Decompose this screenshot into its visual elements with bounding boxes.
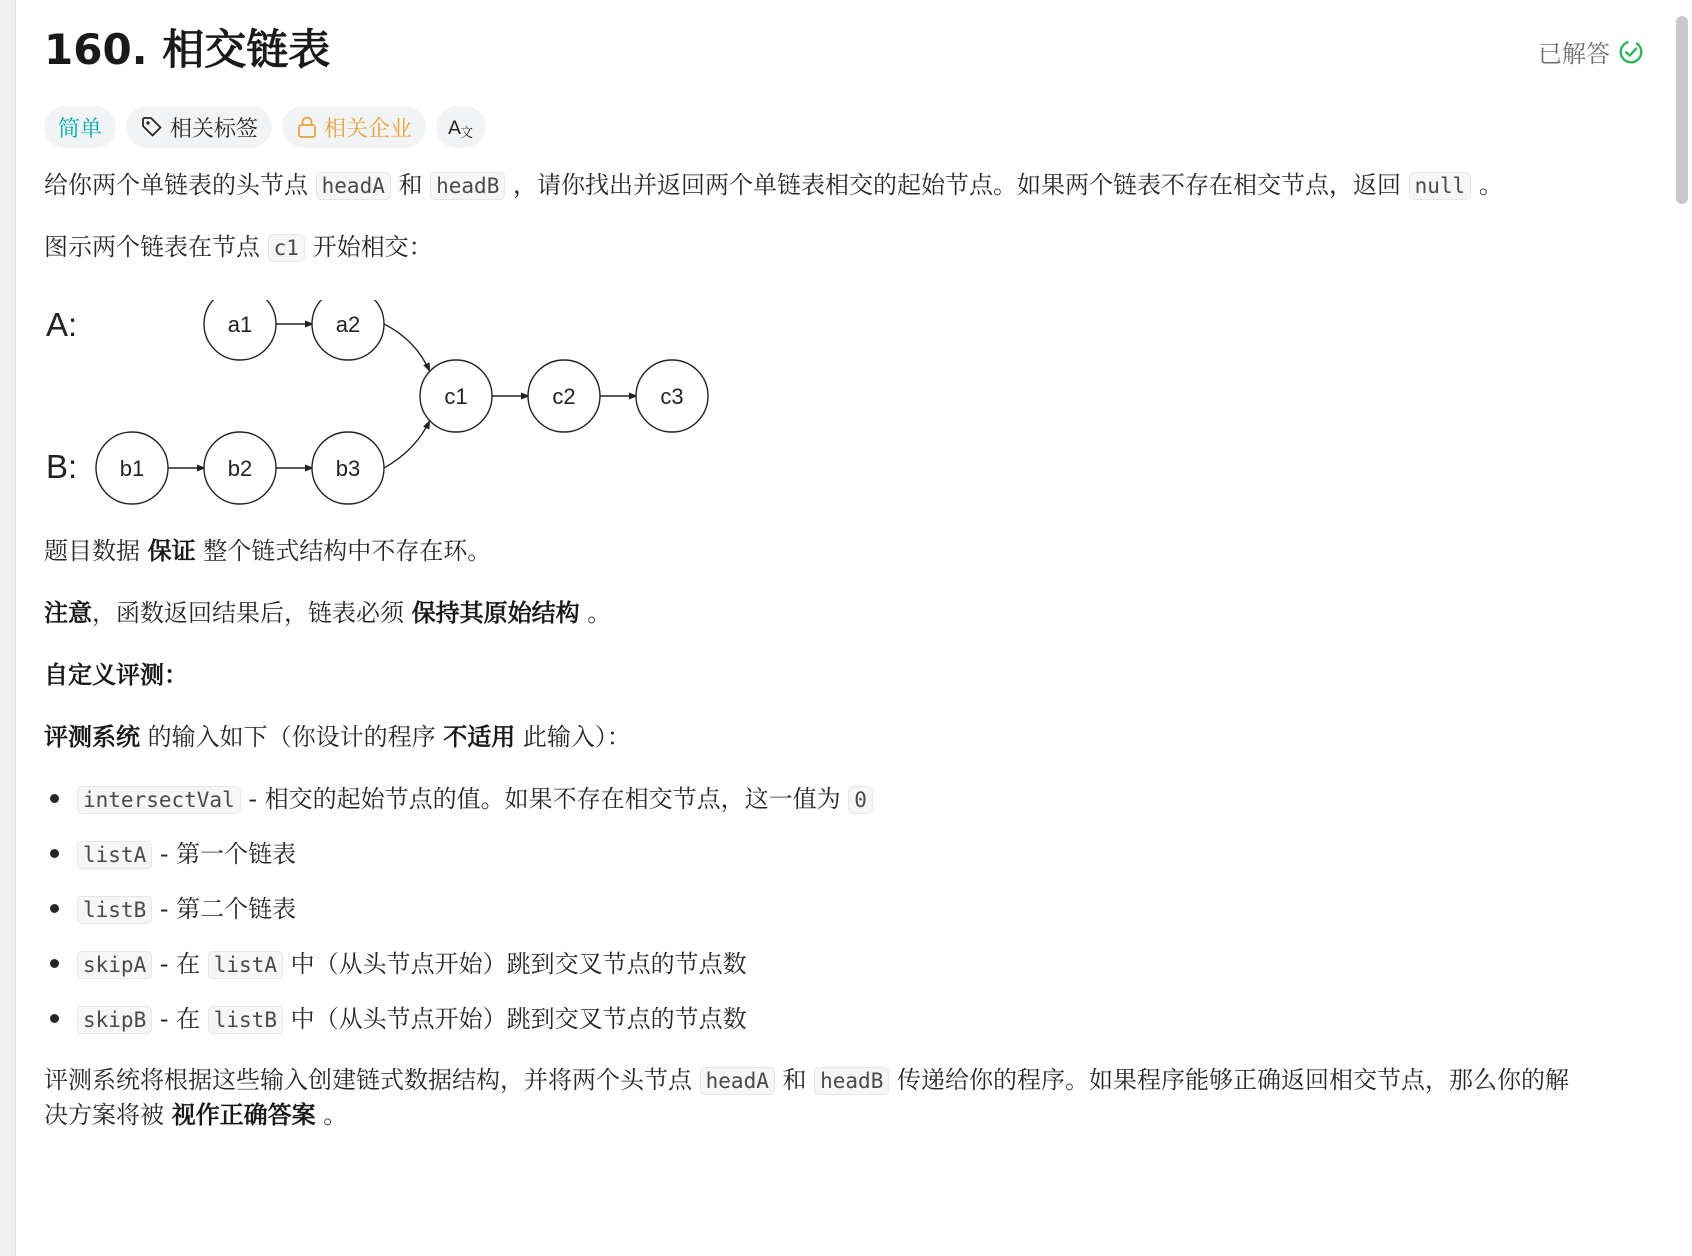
svg-text:文: 文	[460, 126, 474, 139]
list-item	[44, 837, 296, 872]
related-companies-button[interactable]	[282, 106, 426, 148]
tag-bar	[44, 106, 486, 148]
bold-text: 不适用	[443, 723, 516, 751]
text: - 第二个链表	[152, 895, 297, 923]
node-c3	[636, 360, 708, 432]
node-a2	[312, 300, 384, 360]
bullet-dot	[50, 1014, 59, 1023]
scrollbar-thumb[interactable]	[1676, 16, 1688, 204]
translate-button[interactable]	[436, 106, 486, 148]
node-label: a2	[335, 312, 361, 337]
bold-text: 视作正确答案	[171, 1101, 316, 1129]
paragraph-intro	[44, 168, 1503, 203]
text: 传递给你的程序。如果程序能够正确返回相交节点，那么你的解	[889, 1066, 1569, 1094]
title-row	[44, 22, 1644, 82]
text: 图示两个链表在节点	[44, 233, 268, 261]
bold-text: 保证	[147, 537, 196, 565]
list-item	[44, 782, 873, 817]
node-label: b2	[227, 456, 253, 481]
heading-custom-judge	[44, 658, 188, 692]
inline-code: 0	[848, 786, 873, 814]
inline-code: c1	[268, 234, 305, 262]
node-label: b1	[119, 456, 145, 481]
text: 评测系统将根据这些输入创建链式数据结构，并将两个头节点	[44, 1066, 700, 1094]
bold-text: 保持其原始结构	[411, 599, 580, 627]
text: 决方案将被	[44, 1101, 172, 1129]
scrollbar-track[interactable]	[1672, 0, 1692, 1256]
node-c1	[420, 360, 492, 432]
inline-code: skipA	[77, 951, 152, 979]
inline-code: listB	[77, 896, 152, 924]
lock-icon	[296, 115, 318, 139]
list-b-label: B:	[46, 448, 78, 485]
node-b3	[312, 432, 384, 504]
related-tags-label: 相关标签	[170, 116, 259, 142]
text: - 相交的起始节点的值。如果不存在相交节点，这一值为	[240, 785, 849, 813]
node-label: b3	[335, 456, 361, 481]
list-a-label: A:	[46, 306, 78, 343]
text: 中（从头节点开始）跳到交叉节点的节点数	[282, 950, 747, 978]
text: 给你两个单链表的头节点	[44, 171, 316, 199]
text: 题目数据	[44, 537, 148, 565]
list-item	[44, 947, 747, 982]
node-b1	[96, 432, 168, 504]
text: 整个链式结构中不存在环。	[195, 537, 492, 565]
bullet-dot	[50, 849, 59, 858]
paragraph-judge-input	[44, 720, 631, 754]
bullet-dot	[50, 904, 59, 913]
bold-text: 评测系统	[44, 723, 140, 751]
translate-icon	[448, 115, 474, 139]
node-label: a1	[227, 312, 253, 337]
paragraph-note	[44, 596, 611, 630]
inline-code: intersectVal	[77, 786, 241, 814]
linked-list-diagram	[44, 300, 764, 540]
inline-code: listB	[208, 1006, 283, 1034]
edge-a2-c1	[384, 324, 430, 372]
list-item	[44, 892, 296, 927]
text: ，函数返回结果后，链表必须	[92, 599, 412, 627]
text: 开始相交：	[304, 233, 433, 261]
paragraph-judge-result-line2	[44, 1098, 347, 1132]
text: 和	[390, 171, 431, 199]
edge-b3-c1	[384, 420, 430, 468]
svg-text:A: A	[448, 117, 462, 139]
inline-code: listA	[208, 951, 283, 979]
node-a1	[204, 300, 276, 360]
related-companies-label: 相关企业	[324, 116, 413, 142]
difficulty-tag[interactable]	[44, 106, 116, 148]
node-c2	[528, 360, 600, 432]
text: 中（从头节点开始）跳到交叉节点的节点数	[282, 1005, 747, 1033]
text: 。	[315, 1101, 348, 1129]
paragraph-diagram-caption	[44, 230, 433, 265]
text: 和	[774, 1066, 815, 1094]
difficulty-label: 简单	[58, 116, 103, 142]
solved-label: 已解答	[1538, 40, 1610, 68]
text: - 在	[152, 1005, 208, 1033]
node-b2	[204, 432, 276, 504]
bold-text: 注意	[44, 599, 92, 627]
node-label: c3	[660, 384, 684, 409]
text: ，请你找出并返回两个单链表相交的起始节点。如果两个链表不存在相交节点，返回	[505, 171, 1409, 199]
inline-code: headA	[700, 1067, 775, 1095]
paragraph-judge-result-line1	[44, 1063, 1569, 1098]
inline-code: headA	[316, 172, 391, 200]
text: - 第一个链表	[152, 840, 297, 868]
text: 。	[1471, 171, 1503, 199]
text: 。	[579, 599, 612, 627]
related-tags-button[interactable]	[126, 106, 272, 148]
paragraph-no-cycle	[44, 534, 491, 568]
left-panel-edge	[0, 0, 16, 1256]
tag-icon	[140, 115, 164, 139]
text: 的输入如下（你设计的程序	[140, 723, 444, 751]
inline-code: headB	[430, 172, 505, 200]
inline-code: listA	[77, 841, 152, 869]
bullet-dot	[50, 959, 59, 968]
node-label: c1	[444, 384, 468, 409]
inline-code: null	[1409, 172, 1472, 200]
inline-code: skipB	[77, 1006, 152, 1034]
solved-status	[1538, 34, 1644, 69]
inline-code: headB	[814, 1067, 889, 1095]
check-circle-icon	[1618, 39, 1644, 65]
bullet-dot	[50, 794, 59, 803]
node-label: c2	[552, 384, 576, 409]
text: 此输入）：	[515, 723, 631, 751]
text: - 在	[152, 950, 208, 978]
problem-title: 160. 相交链表	[44, 25, 331, 74]
bold-text: 自定义评测：	[44, 661, 188, 689]
list-item	[44, 1002, 747, 1037]
